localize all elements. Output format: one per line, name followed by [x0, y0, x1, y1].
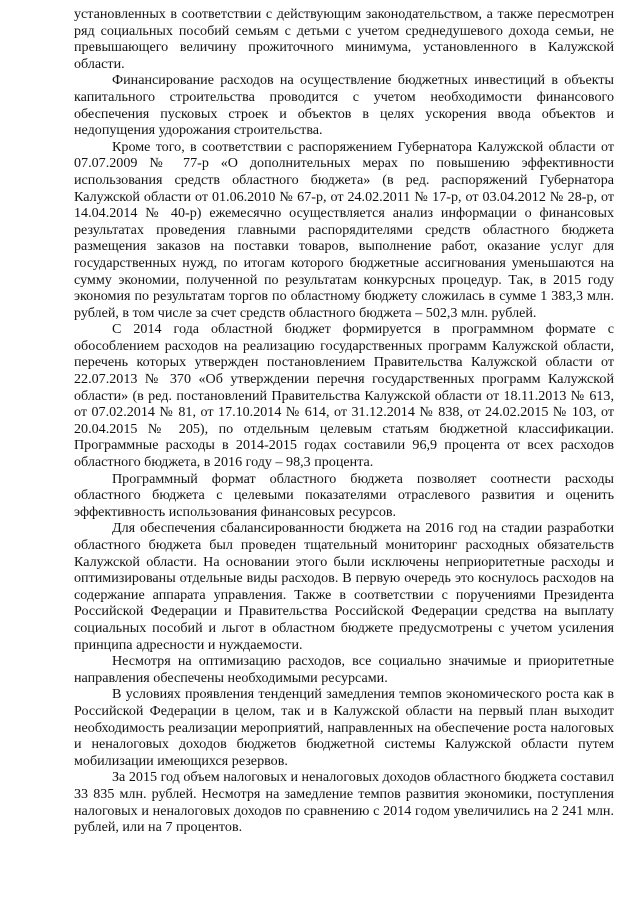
paragraph-revenue-2015: За 2015 год объем налоговых и неналоговых доходов областного бюджета составил 33 835 млн. рублей. Несмотря на замедление темпов развития экономики, поступления налоговых и неналоговых доходов по сравнению с 2014 годом увеличились на 2 241 млн. рублей, или на 7 процентов. — [74, 769, 614, 836]
paragraph-capital-investment: Финансирование расходов на осуществление бюджетных инвестиций в объекты капитального строительства проводится с учетом необходимости финансового обеспечения пусковых строек и объектов в целях ускорения ввода объектов и недопущения удорожания строительства. — [74, 72, 614, 139]
paragraph-governor-order: Кроме того, в соответствии с распоряжением Губернатора Калужской области от 07.07.2009 № 77-р «О дополнительных мерах по повышению эффективности использования средств областного бюджета» (в ред. распоряжений Губернатора Калужской области от 01.06.2010 № 67-р, от 24.02.2011 № 17-р, от 03.04.2012 № 28-р, от 14.04.2014 № 40-р) ежемесячно осуществляется анализ информации о финансовых результатах проведения главными распорядителями средств областного бюджета размещения заказов на поставки товаров, выполнение работ, оказание услуг для государственных нужд, по итогам которого бюджетные ассигнования уменьшаются на сумму экономии, полученной по результатам конкурсных процедур. Так, в 2015 году экономия по результатам торгов по областному бюджету сложилась в сумме 1 383,3 млн. рублей, в том числе за счет средств областного бюджета – 502,3 млн. рублей. — [74, 138, 614, 321]
paragraph-balance-2016: Для обеспечения сбалансированности бюджета на 2016 год на стадии разработки областного бюджета был проведен тщательный мониторинг расходных обязательств Калужской области. На основании этого были исключены неприоритетные расходы и оптимизированы отдельные виды расходов. В первую очередь это коснулось расходов на содержание аппарата управления. Также в соответствии с поручениями Президента Российской Федерации и Правительства Российской Федерации средства на выплату социальных пособий и льгот в областном бюджете предусмотрены с учетом усиления принципа адресности и нуждаемости. — [74, 520, 614, 653]
paragraph-priority-directions: Несмотря на оптимизацию расходов, все социально значимые и приоритетные направления обеспечены необходимыми ресурсами. — [74, 653, 614, 686]
paragraph-social-benefits-continuation: установленных в соответствии с действующим законодательством, а также пересмотрен ряд социальных пособий семьям с детьми с учетом среднедушевого дохода семьи, не превышающего величину прожиточного минимума, установленного в Калужской области. — [74, 6, 614, 72]
paragraph-economic-slowdown: В условиях проявления тенденций замедления темпов экономического роста как в Российской Федерации в целом, так и в Калужской области на первый план выходит необходимость реализации мероприятий, направленных на обеспечение роста налоговых и неналоговых доходов бюджетов бюджетной системы Калужской области путем мобилизации имеющихся резервов. — [74, 686, 614, 769]
paragraph-program-format: С 2014 года областной бюджет формируется в программном формате с обособлением расходов на реализацию государственных программ Калужской области, перечень которых утвержден постановлением Правительства Калужской области от 22.07.2013 № 370 «Об утверждении перечня государственных программ Калужской области» (в ред. постановлений Правительства Калужской области от 18.11.2013 № 613, от 07.02.2014 № 81, от 17.10.2014 № 614, от 31.12.2014 № 838, от 24.02.2015 № 103, от 20.04.2015 № 205), по отдельным целевым статьям бюджетной классификации. Программные расходы в 2014-2015 годах составили 96,9 процента от всех расходов областного бюджета, в 2016 году – 98,3 процента. — [74, 321, 614, 471]
paragraph-program-efficiency: Программный формат областного бюджета позволяет соотнести расходы областного бюджета с целевыми показателями отраслевого развития и оценить эффективность использования финансовых ресурсов. — [74, 470, 614, 520]
